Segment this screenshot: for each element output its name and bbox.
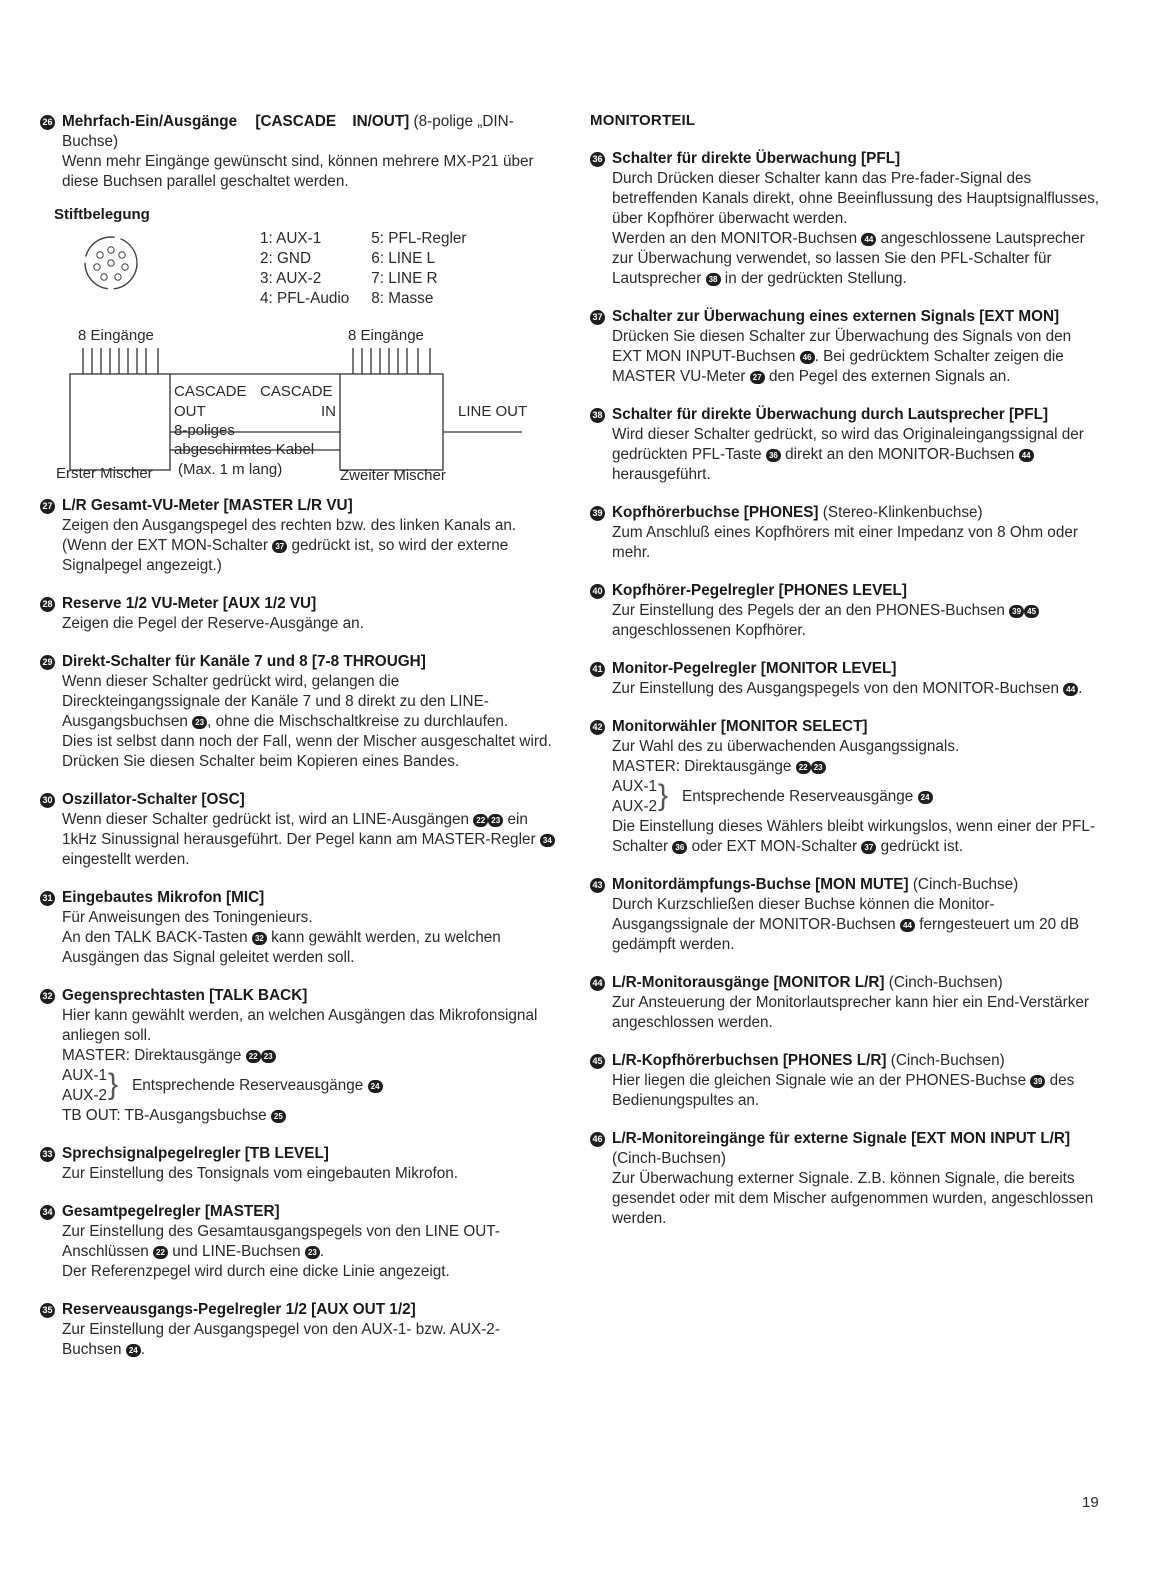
section-text — [612, 1071, 1102, 1111]
reference-badge: 22 — [246, 1050, 261, 1063]
diagram-inputs-right: 8 Eingänge — [348, 327, 424, 344]
reference-badge: 25 — [271, 1110, 286, 1123]
reference-badge: 36 — [766, 449, 781, 462]
section-title: Monitorwähler [MONITOR SELECT] — [612, 718, 868, 735]
section-title: Sprechsignalpegelregler [TB LEVEL] — [62, 1145, 329, 1162]
reference-badge: 22 — [473, 814, 488, 827]
section-title: Oszillator-Schalter [OSC] — [62, 791, 245, 808]
section-title: Reserveausgangs-Pegelregler 1/2 [AUX OUT 1/2] — [62, 1301, 416, 1318]
monitor-section-heading: MONITORTEIL — [590, 112, 696, 129]
section-number-badge: 40 — [590, 584, 605, 599]
reference-badge: 44 — [861, 233, 876, 246]
text-part: ferngesteuert um 20 dB gedämpft werden. — [612, 916, 1080, 953]
section-text: Zur Einstellung des Tonsignals vom eingebauten Mikrofon. — [62, 1165, 458, 1182]
section-subtitle: (Cinch-Buchsen) — [890, 1052, 1005, 1069]
section-text: Durch Drücken dieser Schalter kann das Pre-fader-Signal des betreffenden Kanals direkt, ohne Beeinflussung des Hauptsignalflusses, über Kopfhörer überwacht werden. — [612, 170, 1099, 227]
reference-badge: 39 — [1030, 1075, 1045, 1088]
section-text — [62, 1222, 556, 1262]
pin-label: 1: AUX-1 — [260, 230, 322, 247]
diagram-cascade-in-2: IN — [321, 403, 336, 420]
reference-badge: 24 — [918, 791, 933, 804]
section-42 — [590, 717, 1102, 857]
text-part: MASTER: Direktausgänge — [62, 1047, 242, 1064]
aux-group — [62, 1066, 556, 1106]
reference-badge: 37 — [272, 540, 287, 553]
section-40 — [590, 581, 1102, 641]
text-part: und LINE-Buchsen — [172, 1243, 301, 1260]
section-number-badge: 36 — [590, 152, 605, 167]
section-subtitle: (Cinch-Buchse) — [912, 876, 1019, 893]
section-text — [612, 895, 1102, 955]
text-part: Drücken Sie diesen Schalter zur Überwachung des Signals von den EXT MON INPUT-Buchsen — [612, 328, 1072, 365]
section-32 — [40, 986, 556, 1126]
text-part: Wird dieser Schalter gedrückt, so wird das Originaleingangssignal der gedrückten PFL-Taste — [612, 426, 1084, 463]
pin-row — [260, 269, 489, 289]
section-title: Kopfhörerbuchse [PHONES] — [612, 504, 819, 521]
pinout-block — [40, 206, 556, 320]
diagram-cascade-out-2: OUT — [174, 403, 206, 420]
page-number: 19 — [1082, 1494, 1099, 1511]
section-44 — [590, 973, 1102, 1033]
section-28 — [40, 594, 556, 634]
pin-row — [260, 229, 489, 249]
section-35 — [40, 1300, 556, 1360]
section-text: Zum Anschluß eines Kopfhörers mit einer Impedanz von 8 Ohm oder mehr. — [612, 524, 1078, 561]
section-title: Monitor-Pegelregler [MONITOR LEVEL] — [612, 660, 897, 677]
section-number-badge: 31 — [40, 891, 55, 906]
section-title: Monitordämpfungs-Buchse [MON MUTE] — [612, 876, 909, 893]
section-34 — [40, 1202, 556, 1282]
section-number-badge: 33 — [40, 1147, 55, 1162]
section-27 — [40, 496, 556, 576]
section-29 — [40, 652, 556, 772]
text-part: An den TALK BACK-Tasten — [62, 929, 248, 946]
reference-badge: 39 — [1009, 605, 1024, 618]
pin-label: 5: PFL-Regler — [371, 230, 467, 247]
section-41 — [590, 659, 1102, 699]
text-part: Hier liegen die gleichen Signale wie an der PHONES-Buchse — [612, 1072, 1027, 1089]
reference-badge: 22 — [153, 1246, 168, 1259]
reference-badge: 44 — [1063, 683, 1078, 696]
pin-label: 3: AUX-2 — [260, 270, 322, 287]
diagram-cascade-in-1: CASCADE — [260, 383, 333, 400]
section-text — [612, 601, 1102, 641]
text-part: TB OUT: TB-Ausgangsbuchse — [62, 1107, 267, 1124]
section-46 — [590, 1129, 1102, 1229]
section-38 — [590, 405, 1102, 485]
section-text: Der Referenzpegel wird durch eine dicke Linie angezeigt. — [62, 1263, 450, 1280]
reference-badge: 23 — [305, 1246, 320, 1259]
text-part: kann gewählt werden, zu welchen Ausgängen das Signal geleitet werden soll. — [62, 929, 501, 966]
master-line — [612, 757, 1102, 777]
aux1-label: AUX-1 — [612, 778, 658, 795]
reference-badge: 36 — [672, 841, 687, 854]
text-part: Entsprechende Reserveausgänge — [132, 1077, 364, 1094]
section-title: Eingebautes Mikrofon [MIC] — [62, 889, 265, 906]
text-part: herausgeführt. — [612, 466, 711, 483]
section-number-badge: 44 — [590, 976, 605, 991]
reference-badge: 46 — [800, 351, 815, 364]
section-text — [62, 810, 556, 870]
section-subtitle: (8-polige „DIN-Buchse) — [62, 113, 514, 150]
section-title: Gesamtpegelregler [MASTER] — [62, 1203, 280, 1220]
section-text: Zur Überwachung externer Signale. Z.B. können Signale, die bereits gesendet oder mit dem Mischer aufgenommen wurden, angeschlossen werden. — [612, 1170, 1094, 1227]
pin-row — [260, 289, 489, 309]
text-part: des Bedienungspultes an. — [612, 1072, 1075, 1109]
diagram-cable-1: 8-poliges — [174, 422, 235, 439]
section-title: Schalter für direkte Überwachung [PFL] — [612, 150, 901, 167]
aux-description — [682, 787, 933, 807]
text-part: in der gedrückten Stellung. — [724, 270, 907, 287]
reference-badge: 38 — [706, 273, 721, 286]
section-45 — [590, 1051, 1102, 1111]
section-text: Zur Wahl des zu überwachenden Ausgangssignals. — [612, 738, 960, 755]
text-part: Zur Einstellung des Ausgangspegels von den MONITOR-Buchsen — [612, 680, 1059, 697]
text-part: ein 1kHz Sinussignal herausgeführt. Der Pegel kann am MASTER-Regler — [62, 811, 536, 848]
section-43 — [590, 875, 1102, 955]
diagram-line-out: LINE OUT — [458, 403, 528, 420]
section-39 — [590, 503, 1102, 563]
pin-row — [260, 249, 489, 269]
text-part: Wenn dieser Schalter gedrückt ist, wird an LINE-Ausgängen — [62, 811, 469, 828]
text-part: gedrückt ist. — [880, 838, 964, 855]
text-part: gedrückt ist, so wird der externe Signalpegel angezeigt.) — [62, 537, 509, 574]
section-33 — [40, 1144, 556, 1184]
section-title: L/R-Monitorausgänge [MONITOR L/R] — [612, 974, 885, 991]
reference-badge: 23 — [488, 814, 503, 827]
diagram-cascade-out-1: CASCADE — [174, 383, 247, 400]
reference-badge: 45 — [1024, 605, 1039, 618]
section-text — [612, 817, 1102, 857]
reference-badge: 22 — [796, 761, 811, 774]
diagram-cable-2: abgeschirmtes Kabel — [174, 441, 315, 458]
section-37 — [590, 307, 1102, 387]
section-number-badge: 26 — [40, 115, 55, 130]
diagram-inputs-left: 8 Eingänge — [78, 327, 154, 344]
text-part: . — [1078, 680, 1083, 697]
reference-badge: 44 — [900, 919, 915, 932]
text-part: Zur Einstellung des Gesamtausgangspegels von den LINE OUT-Anschlüssen — [62, 1223, 500, 1260]
aux-group — [612, 777, 1102, 817]
section-30 — [40, 790, 556, 870]
master-line — [62, 1046, 556, 1066]
text-part: direkt an den MONITOR-Buchsen — [785, 446, 1015, 463]
section-title: Mehrfach-Ein/Ausgänge — [62, 113, 238, 130]
reference-badge: 23 — [192, 716, 207, 729]
section-number-badge: 32 — [40, 989, 55, 1004]
text-part: MASTER: Direktausgänge — [612, 758, 792, 775]
text-part: den Pegel des externen Signals an. — [768, 368, 1011, 385]
section-text — [62, 516, 556, 576]
text-part: oder EXT MON-Schalter — [691, 838, 858, 855]
section-title: L/R-Kopfhörerbuchsen [PHONES L/R] — [612, 1052, 887, 1069]
text-part: angeschlossenen Kopfhörer. — [612, 622, 806, 639]
section-number-badge: 27 — [40, 499, 55, 514]
section-text: Für Anweisungen des Toningenieurs. — [62, 909, 313, 926]
section-number-badge: 37 — [590, 310, 605, 325]
text-part: , ohne die Mischschaltkreise zu durchlaufen. — [207, 713, 509, 730]
reference-badge: 24 — [126, 1344, 141, 1357]
section-text: Zur Ansteuerung der Monitorlautsprecher kann hier ein End-Verstärker angeschlossen werden. — [612, 994, 1090, 1031]
din-connector-icon — [80, 232, 142, 294]
section-36 — [590, 149, 1102, 289]
reference-badge: 23 — [811, 761, 826, 774]
section-number-badge: 42 — [590, 720, 605, 735]
section-number-badge: 34 — [40, 1205, 55, 1220]
reference-badge: 23 — [261, 1050, 276, 1063]
text-part: Zur Einstellung des Pegels der an den PHONES-Buchsen — [612, 602, 1005, 619]
section-text: Hier kann gewählt werden, an welchen Ausgängen das Mikrofonsignal anliegen soll. — [62, 1007, 538, 1044]
diagram-mixer-2: Zweiter Mischer — [340, 467, 446, 484]
reference-badge: 44 — [1019, 449, 1034, 462]
aux2-label: AUX-2 — [62, 1087, 108, 1104]
aux2-label: AUX-2 — [612, 798, 658, 815]
brace-icon: } — [658, 779, 669, 812]
text-part: Werden an den MONITOR-Buchsen — [612, 230, 858, 247]
section-number-badge: 41 — [590, 662, 605, 677]
pin-label: 4: PFL-Audio — [260, 290, 350, 307]
section-title: L/R-Monitoreingänge für externe Signale [EXT MON INPUT L/R] — [612, 1130, 1071, 1147]
section-title: Gegensprechtasten [TALK BACK] — [62, 987, 308, 1004]
section-text — [612, 679, 1102, 699]
section-number-badge: 38 — [590, 408, 605, 423]
cascade-diagram — [40, 322, 556, 484]
section-text — [62, 672, 556, 732]
tb-line — [62, 1106, 556, 1126]
pinout-table — [260, 229, 489, 309]
section-text: Dies ist selbst dann noch der Fall, wenn der Mischer ausgeschaltet wird. Drücken Sie diesen Schalter beim Kopieren eines Bandes. — [62, 733, 552, 770]
section-text: Zeigen die Pegel der Reserve-Ausgänge an. — [62, 615, 364, 632]
text-part: Zeigen den Ausgangspegel des rechten bzw. des linken Kanals an. (Wenn der EXT MON-Schalter — [62, 517, 517, 554]
section-number-badge: 46 — [590, 1132, 605, 1147]
pin-label: 7: LINE R — [371, 270, 438, 287]
section-text — [612, 425, 1102, 485]
diagram-mixer-1: Erster Mischer — [56, 465, 153, 482]
reference-badge: 24 — [368, 1080, 383, 1093]
section-number-badge: 39 — [590, 506, 605, 521]
section-subtitle: (Cinch-Buchsen) — [888, 974, 1003, 991]
section-title: Schalter für direkte Überwachung durch Lautsprecher [PFL] — [612, 406, 1049, 423]
text-part: Durch Kurzschließen dieser Buchse können die Monitor-Ausgangssignale der MONITOR-Buchsen — [612, 896, 995, 933]
pinout-heading: Stiftbelegung — [54, 206, 150, 223]
section-number-badge: 30 — [40, 793, 55, 808]
section-text — [62, 928, 556, 968]
reference-badge: 32 — [252, 932, 267, 945]
text-part: Entsprechende Reserveausgänge — [682, 788, 914, 805]
section-number-badge: 35 — [40, 1303, 55, 1318]
section-code: [CASCADE IN/OUT] — [255, 113, 410, 130]
section-text — [612, 327, 1102, 387]
section-26 — [40, 112, 556, 192]
section-number-badge: 28 — [40, 597, 55, 612]
left-column — [40, 112, 556, 1378]
text-part: . — [140, 1341, 146, 1358]
pin-label: 6: LINE L — [371, 250, 436, 267]
section-subtitle: (Cinch-Buchsen) — [612, 1150, 726, 1167]
section-text — [612, 229, 1102, 289]
text-part: eingestellt werden. — [62, 851, 190, 868]
text-part: Die Einstellung dieses Wählers bleibt wirkungslos, wenn einer der PFL-Schalter — [612, 818, 1095, 855]
text-part: Zur Einstellung der Ausgangspegel von den AUX-1- bzw. AUX-2-Buchsen — [62, 1321, 500, 1358]
section-title: Direkt-Schalter für Kanäle 7 und 8 [7-8 THROUGH] — [62, 653, 426, 670]
section-text: Wenn mehr Eingänge gewünscht sind, können mehrere MX-P21 über diese Buchsen parallel geschaltet werden. — [62, 153, 534, 190]
section-subtitle: (Stereo-Klinkenbuchse) — [822, 504, 983, 521]
section-number-badge: 29 — [40, 655, 55, 670]
text-part: . Bei gedrücktem Schalter zeigen die MASTER VU-Meter — [612, 348, 1064, 385]
section-title: L/R Gesamt-VU-Meter [MASTER L/R VU] — [62, 497, 353, 514]
section-31 — [40, 888, 556, 968]
section-number-badge: 45 — [590, 1054, 605, 1069]
section-title: Schalter zur Überwachung eines externen Signals [EXT MON] — [612, 308, 1060, 325]
text-part: angeschlossene Lautsprecher zur Überwachung verwendet, so lassen Sie den PFL-Schalter für Lautsprecher — [612, 230, 1085, 287]
text-part: Wenn dieser Schalter gedrückt wird, gelangen die Direckteingangssignale der Kanäle 7 und 8 direkt zu den LINE-Ausgangsbuchsen — [62, 673, 489, 730]
text-part: . — [319, 1243, 325, 1260]
brace-icon: } — [108, 1068, 119, 1101]
section-number-badge: 43 — [590, 878, 605, 893]
reference-badge: 37 — [861, 841, 876, 854]
section-text — [62, 1320, 556, 1360]
pin-label: 8: Masse — [371, 290, 434, 307]
aux-description — [132, 1076, 383, 1096]
diagram-cable-3: (Max. 1 m lang) — [178, 461, 283, 478]
right-column — [590, 112, 1102, 1247]
reference-badge: 27 — [750, 371, 765, 384]
pin-label: 2: GND — [260, 250, 311, 267]
aux1-label: AUX-1 — [62, 1067, 108, 1084]
section-title: Reserve 1/2 VU-Meter [AUX 1/2 VU] — [62, 595, 317, 612]
reference-badge: 34 — [540, 834, 555, 847]
section-title: Kopfhörer-Pegelregler [PHONES LEVEL] — [612, 582, 907, 599]
